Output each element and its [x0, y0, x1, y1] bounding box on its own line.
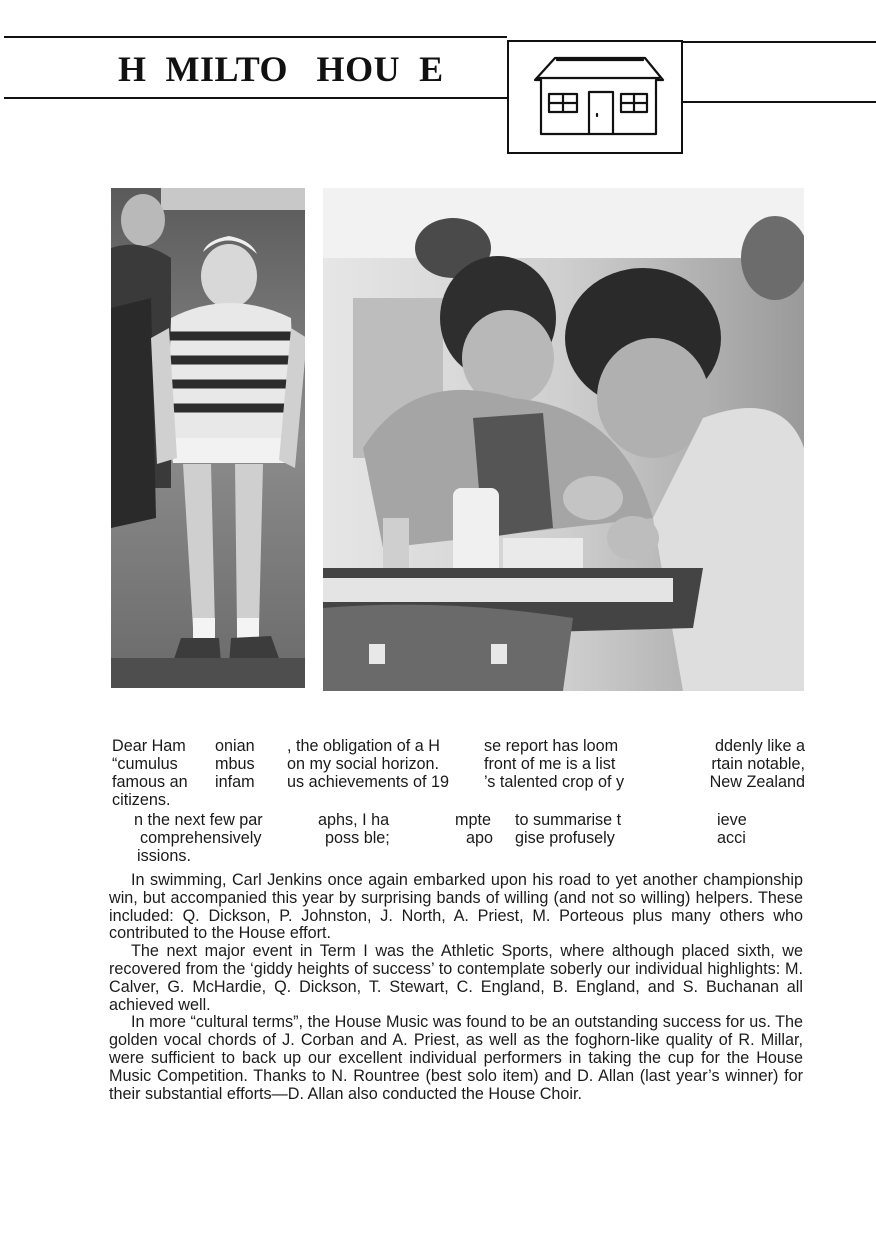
intro-fragment: issions. — [137, 847, 191, 865]
intro-fragment: ieve — [717, 811, 747, 829]
intro-fragment: on my social horizon. — [287, 755, 440, 773]
intro-fragment: Dear Ham — [112, 737, 186, 755]
intro-fragment: famous an — [112, 773, 188, 791]
intro-fragment: rtain notable, — [711, 755, 805, 773]
header-right-top-rule — [683, 41, 876, 43]
intro-fragment: gise profusely — [515, 829, 615, 847]
header-bottom-rule — [4, 97, 507, 99]
intro-fragment: citizens. — [112, 791, 171, 809]
house-logo — [507, 40, 683, 154]
intro-fragment: n the next few par — [134, 811, 263, 829]
intro-fragment: poss ble; — [325, 829, 390, 847]
swimming-paragraph: In swimming, Carl Jenkins once again embarked upon his road to yet another championship win, but accompanied this year by surprising bands of willing (and not so willing) helpers. These included: Q. Dickson, P. Johnston, J. North, A. Priest, M. Porteous plus many others who contributed to the House effort. — [109, 871, 803, 943]
page-title: H MILTO HOU E — [118, 49, 444, 89]
report-body — [109, 872, 803, 1103]
intro-fragment: mbus — [215, 755, 255, 773]
intro-fragment: ddenly like a — [715, 737, 805, 755]
intro-fragment: acci — [717, 829, 746, 847]
intro-fragment: aphs, I ha — [318, 811, 390, 829]
rugby-player-photo — [111, 188, 305, 688]
intro-fragment: mpte — [455, 811, 491, 829]
intro-fragment: se report has loom — [484, 737, 619, 755]
students-eating-photo — [323, 188, 804, 691]
intro-fragment: comprehensively — [140, 829, 262, 847]
intro-fragment: , the obligation of a H — [287, 737, 440, 755]
intro-fragment: front of me is a list — [484, 755, 616, 773]
intro-fragment: ’s talented crop of y — [484, 773, 625, 791]
header-top-rule — [4, 36, 507, 38]
athletics-paragraph: The next major event in Term I was the Athletic Sports, where although placed sixth, we recovered from the ‘giddy heights of success’ to contemplate soberly our individual highlights: M. Calver, G. McHardie, Q. Dickson, T. Stewart, C. England, B. England, and S. Buchanan all achieved well. — [109, 942, 803, 1014]
intro-fragment: apo — [466, 829, 494, 847]
house-icon — [509, 42, 681, 152]
intro-fragment: us achievements of 19 — [287, 773, 449, 791]
intro-fragment: to summarise t — [515, 811, 622, 829]
intro-fragment: New Zealand — [709, 773, 805, 791]
music-paragraph: In more “cultural terms”, the House Music was found to be an outstanding success for us. The golden vocal chords of J. Corban and A. Priest, as well as the foghorn-like quality of R. Millar, were sufficient to back up our excellent individual performers in taking the cup for the House Music Competition. Thanks to N. Rountree (best solo item) and D. Allan (last year’s winner) for their substantial efforts—D. Allan also conducted the House Choir. — [109, 1013, 803, 1103]
header-right-bottom-rule — [683, 101, 876, 103]
intro-fragment: onian — [215, 737, 255, 755]
intro-fragment: infam — [215, 773, 255, 791]
intro-fragment: “cumulus — [112, 755, 178, 773]
